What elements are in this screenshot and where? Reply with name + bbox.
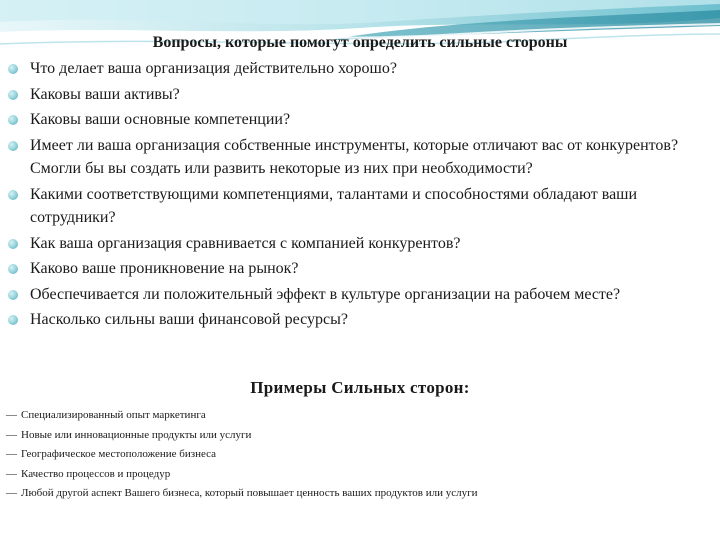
bullet-icon bbox=[8, 190, 18, 200]
slide-title: Вопросы, которые помогут определить сильные стороны bbox=[152, 34, 568, 51]
example-text: Новые или инновационные продукты или услуги bbox=[21, 428, 252, 441]
bullet-icon bbox=[8, 90, 18, 100]
example-item bbox=[6, 484, 716, 504]
question-item bbox=[8, 257, 710, 281]
dash-marker: — bbox=[6, 467, 17, 480]
question-item bbox=[8, 108, 710, 132]
dash-marker: — bbox=[6, 409, 17, 421]
question-text: Каково ваше проникновение на рынок? bbox=[30, 260, 299, 277]
example-item bbox=[6, 445, 716, 465]
dash-marker: — bbox=[6, 448, 17, 461]
question-item bbox=[8, 283, 710, 307]
question-text: Имеет ли ваша организация собственные инструменты, которые отличают вас от конкурентов? Смогли бы вы создать или развить некоторые из них при необходимости? bbox=[30, 136, 679, 177]
bullet-icon bbox=[8, 315, 18, 325]
example-item bbox=[6, 465, 716, 485]
question-item bbox=[8, 232, 710, 256]
bullet-icon bbox=[8, 239, 18, 249]
bullet-icon bbox=[8, 264, 18, 274]
question-item bbox=[8, 83, 710, 107]
question-text: Насколько сильны ваши финансовой ресурсы? bbox=[30, 311, 348, 328]
example-item bbox=[6, 426, 716, 446]
example-item bbox=[6, 406, 716, 426]
question-text: Что делает ваша организация действительно хорошо? bbox=[30, 60, 397, 77]
example-text: Специализированный опыт маркетинга bbox=[21, 409, 206, 421]
question-text: Каковы ваши активы? bbox=[30, 85, 180, 103]
question-text: Обеспечивается ли положительный эффект в культуре организации на рабочем месте? bbox=[30, 285, 621, 303]
question-text: Каковы ваши основные компетенции? bbox=[30, 111, 291, 128]
question-item bbox=[8, 57, 710, 81]
dash-marker: — bbox=[6, 487, 17, 500]
example-text: Качество процессов и процедур bbox=[21, 467, 171, 480]
bullet-icon bbox=[8, 141, 18, 151]
bullet-icon bbox=[8, 115, 18, 125]
examples-list bbox=[6, 406, 716, 504]
dash-marker: — bbox=[6, 428, 17, 441]
question-text: Какими соответствующими компетенциями, талантами и способностями обладают ваши сотрудники? bbox=[30, 185, 638, 226]
example-text: Географическое местоположение бизнеса bbox=[21, 448, 217, 461]
question-item bbox=[8, 134, 710, 181]
examples-heading: Примеры Сильных сторон: bbox=[250, 378, 470, 397]
bullet-icon bbox=[8, 64, 18, 74]
example-text: Любой другой аспект Вашего бизнеса, который повышает ценность ваших продуктов или услуги bbox=[21, 487, 478, 500]
questions-list bbox=[8, 57, 710, 334]
question-text: Как ваша организация сравнивается с компанией конкурентов? bbox=[30, 234, 461, 252]
bullet-icon bbox=[8, 290, 18, 300]
question-item bbox=[8, 183, 710, 230]
question-item bbox=[8, 308, 710, 332]
